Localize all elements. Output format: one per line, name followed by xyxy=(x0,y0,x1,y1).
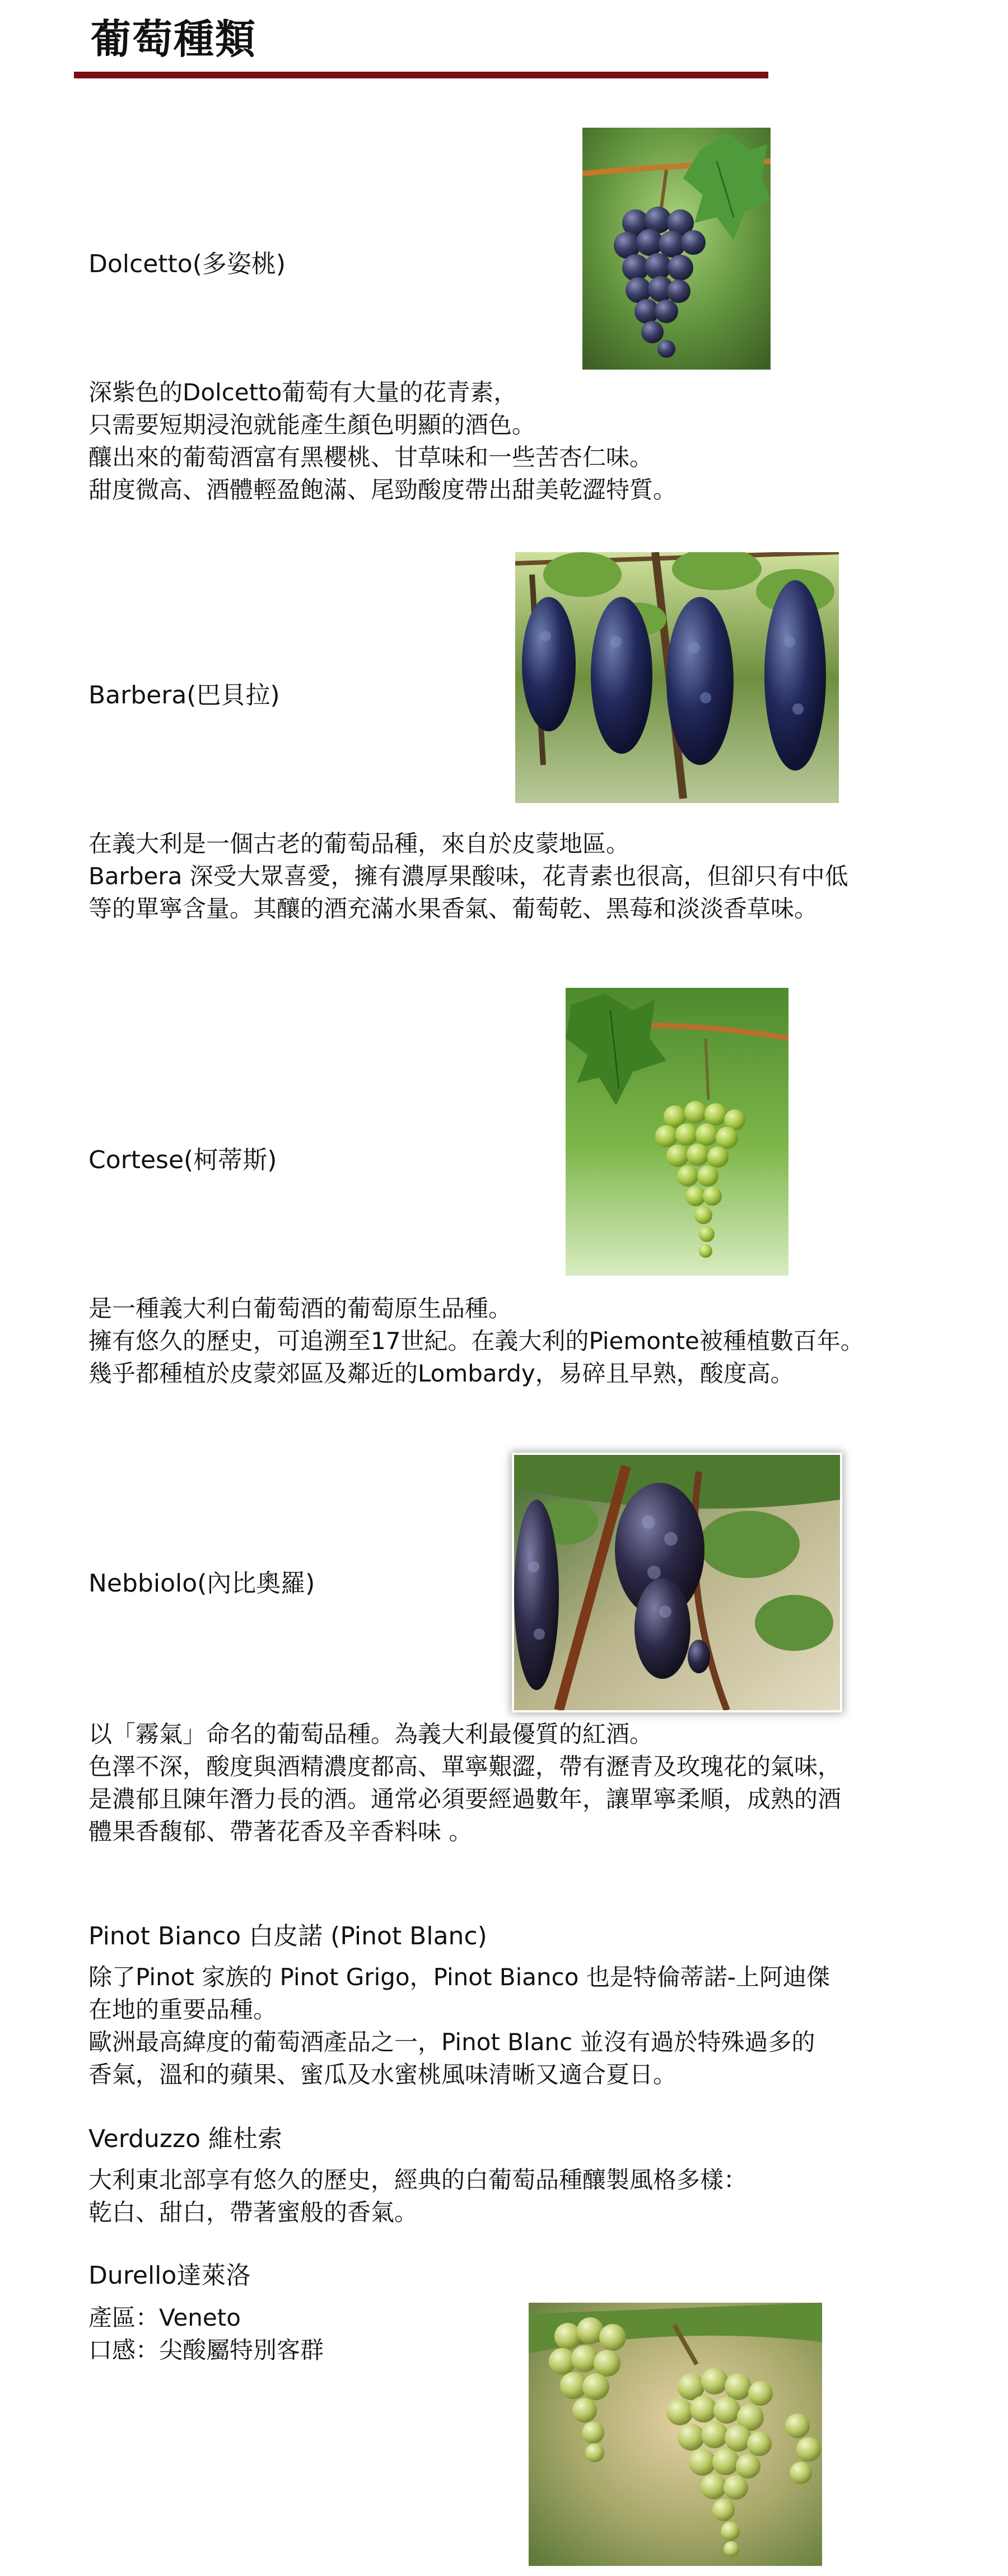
description-line: Barbera 深受大眾喜愛，擁有濃厚果酸味，花青素也很高，但卻只有中低 xyxy=(88,862,848,890)
description-line: 只需要短期浸泡就能產生顏色明顯的酒色。 xyxy=(88,411,536,438)
description-line: 體果香馥郁、帶著花香及辛香料味 。 xyxy=(88,1818,473,1845)
page-title: 葡萄種類 xyxy=(91,16,257,63)
variety-description-pinot-bianco xyxy=(88,1961,830,2091)
cortese-grape-photo xyxy=(566,988,788,1276)
variety-name-barbera: Barbera(巴貝拉) xyxy=(88,681,280,710)
variety-description-durello xyxy=(88,2302,324,2367)
description-line: 深紫色的Dolcetto葡萄有大量的花青素， xyxy=(88,379,517,406)
description-line: 乾白、甜白，帶著蜜般的香氣。 xyxy=(88,2199,418,2226)
barbera-grape-photo xyxy=(515,552,839,803)
variety-description-cortese xyxy=(88,1292,864,1390)
variety-description-barbera xyxy=(88,828,848,925)
description-line: 是濃郁且陳年潛力長的酒。通常必須要經過數年，讓單寧柔順，成熟的酒 xyxy=(88,1785,842,1813)
variety-name-dolcetto: Dolcetto(多姿桃) xyxy=(88,250,286,278)
description-line: 香氣，溫和的蘋果、蜜瓜及水蜜桃風味清晰又適合夏日。 xyxy=(88,2061,677,2088)
variety-name-pinot-bianco: Pinot Bianco 白皮諾 (Pinot Blanc) xyxy=(88,1922,487,1950)
description-line: 幾乎都種植於皮蒙郊區及鄰近的Lombardy，易碎且早熟，酸度高。 xyxy=(88,1360,794,1387)
variety-name-nebbiolo: Nebbiolo(內比奧羅) xyxy=(88,1569,315,1598)
description-line: 甜度微高、酒體輕盈飽滿、尾勁酸度帶出甜美乾澀特質。 xyxy=(88,476,677,503)
nebbiolo-grape-photo xyxy=(514,1455,840,1710)
variety-description-dolcetto xyxy=(88,376,676,506)
variety-name-durello: Durello達萊洛 xyxy=(88,2261,251,2290)
description-line: 以「霧氣」命名的葡萄品種。為義大利最優質的紅酒。 xyxy=(88,1720,654,1748)
description-line: 色澤不深，酸度與酒精濃度都高、單寧艱澀，帶有瀝青及玫瑰花的氣味， xyxy=(88,1753,842,1780)
description-line: 是一種義大利白葡萄酒的葡萄原生品種。 xyxy=(88,1295,512,1322)
description-line: 大利東北部享有悠久的歷史，經典的白葡萄品種釀製風格多樣： xyxy=(88,2166,748,2194)
description-line: 產區：Veneto xyxy=(88,2304,241,2331)
variety-name-verduzzo: Verduzzo 維杜索 xyxy=(88,2125,282,2153)
variety-description-nebbiolo xyxy=(88,1718,841,1848)
description-line: 在義大利是一個古老的葡萄品種，來自於皮蒙地區。 xyxy=(88,830,630,857)
description-line: 除了Pinot 家族的 Pinot Grigo，Pinot Bianco 也是特倫蒂諾-上阿迪傑 xyxy=(88,1963,830,1991)
description-line: 在地的重要品種。 xyxy=(88,1996,277,2023)
description-line: 等的單寧含量。其釀的酒充滿水果香氣、葡萄乾、黑莓和淡淡香草味。 xyxy=(88,895,818,922)
variety-description-verduzzo xyxy=(88,2164,747,2229)
description-line: 釀出來的葡萄酒富有黑櫻桃、甘草味和一些苦杏仁味。 xyxy=(88,444,654,471)
durello-grape-photo xyxy=(529,2303,822,2566)
description-line: 歐洲最高緯度的葡萄酒產品之一，Pinot Blanc 並沒有過於特殊過多的 xyxy=(88,2028,815,2056)
description-line: 擁有悠久的歷史，可追溯至17世紀。在義大利的Piemonte被種植數百年。 xyxy=(88,1327,864,1355)
dolcetto-grape-photo xyxy=(582,128,771,370)
variety-name-cortese: Cortese(柯蒂斯) xyxy=(88,1146,277,1174)
title-underline xyxy=(74,72,768,78)
description-line: 口感：尖酸屬特別客群 xyxy=(88,2336,324,2364)
